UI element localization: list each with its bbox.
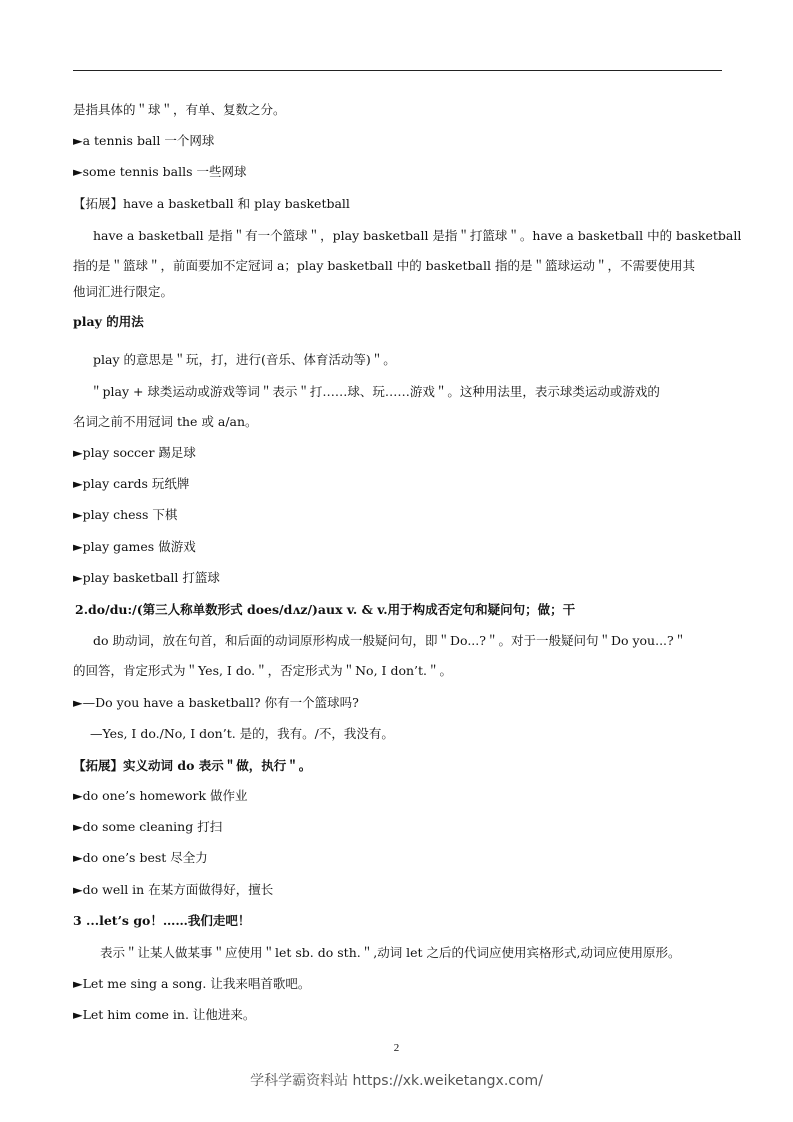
watermark: 学科学霸资料站 https://xk.weiketangx.com/ [250, 1073, 543, 1089]
list-item: —Yes, I do./No, I don’t. 是的，我有。/不，我没有。 [90, 726, 394, 741]
list-item: ►do some cleaning 打扫 [73, 819, 223, 834]
list-item: ►play chess 下棋 [73, 507, 178, 522]
text-line: 指的是＂篮球＂，前面要加不定冠词 a；play basketball 中的 basketball 指的是＂篮球运动＂，不需要使用其 [73, 258, 695, 273]
header-rule [73, 70, 722, 71]
text-line: do 助动词，放在句首，和后面的动词原形构成一般疑问句，即＂Do...?＂。对于一般疑问句＂Do you...?＂ [93, 633, 687, 648]
list-item: ►do well in 在某方面做得好，擅长 [73, 882, 274, 897]
extension-heading: 【拓展】实义动词 do 表示＂做，执行＂。 [73, 758, 312, 773]
text-line: 是指具体的＂球＂，有单、复数之分。 [73, 102, 286, 117]
page-number: 2 [393, 1042, 400, 1054]
list-item: ►play soccer 踢足球 [73, 445, 196, 460]
text-line: 名词之前不用冠词 the 或 a/an。 [73, 414, 258, 429]
list-item: ►—Do you have a basketball? 你有一个篮球吗? [73, 695, 359, 710]
extension-heading: 【拓展】have a basketball 和 play basketball [73, 196, 350, 211]
list-item: ►play games 做游戏 [73, 539, 196, 554]
text-line: ＂play + 球类运动或游戏等词＂表示＂打……球、玩……游戏＂。这种用法里，表示球类运动或游戏的 [90, 384, 660, 399]
list-item: ►play cards 玩纸牌 [73, 476, 190, 491]
text-line: 他词汇进行限定。 [73, 284, 174, 299]
text-line: play 的意思是＂玩，打，进行(音乐、体育活动等)＂。 [93, 352, 396, 367]
section-heading: 3 ...let’s go！……我们走吧！ [73, 913, 251, 928]
list-item: ►Let me sing a song. 让我来唱首歌吧。 [73, 976, 311, 991]
text-line: 的回答，肯定形式为＂Yes, I do.＂，否定形式为＂No, I don’t.＂。 [73, 663, 452, 678]
text-line: have a basketball 是指＂有一个篮球＂，play basketball 是指＂打篮球＂。have a basketball 中的 basketball [93, 228, 742, 243]
list-item: ►a tennis ball 一个网球 [73, 133, 215, 148]
list-item: ►do one’s homework 做作业 [73, 788, 248, 803]
list-item: ►play basketball 打篮球 [73, 570, 220, 585]
list-item: ►some tennis balls 一些网球 [73, 164, 247, 179]
text-line: 表示＂让某人做某事＂应使用＂let sb. do sth.＂,动词 let 之后的代词应使用宾格形式,动词应使用原形。 [100, 945, 681, 960]
list-item: ►do one’s best 尽全力 [73, 850, 208, 865]
section-heading: play 的用法 [73, 314, 144, 329]
section-heading: 2.do/du:/(第三人称单数形式 does/dʌz/)aux v. & v.用于构成否定句和疑问句；做；干 [75, 602, 576, 617]
list-item: ►Let him come in. 让他进来。 [73, 1007, 256, 1022]
